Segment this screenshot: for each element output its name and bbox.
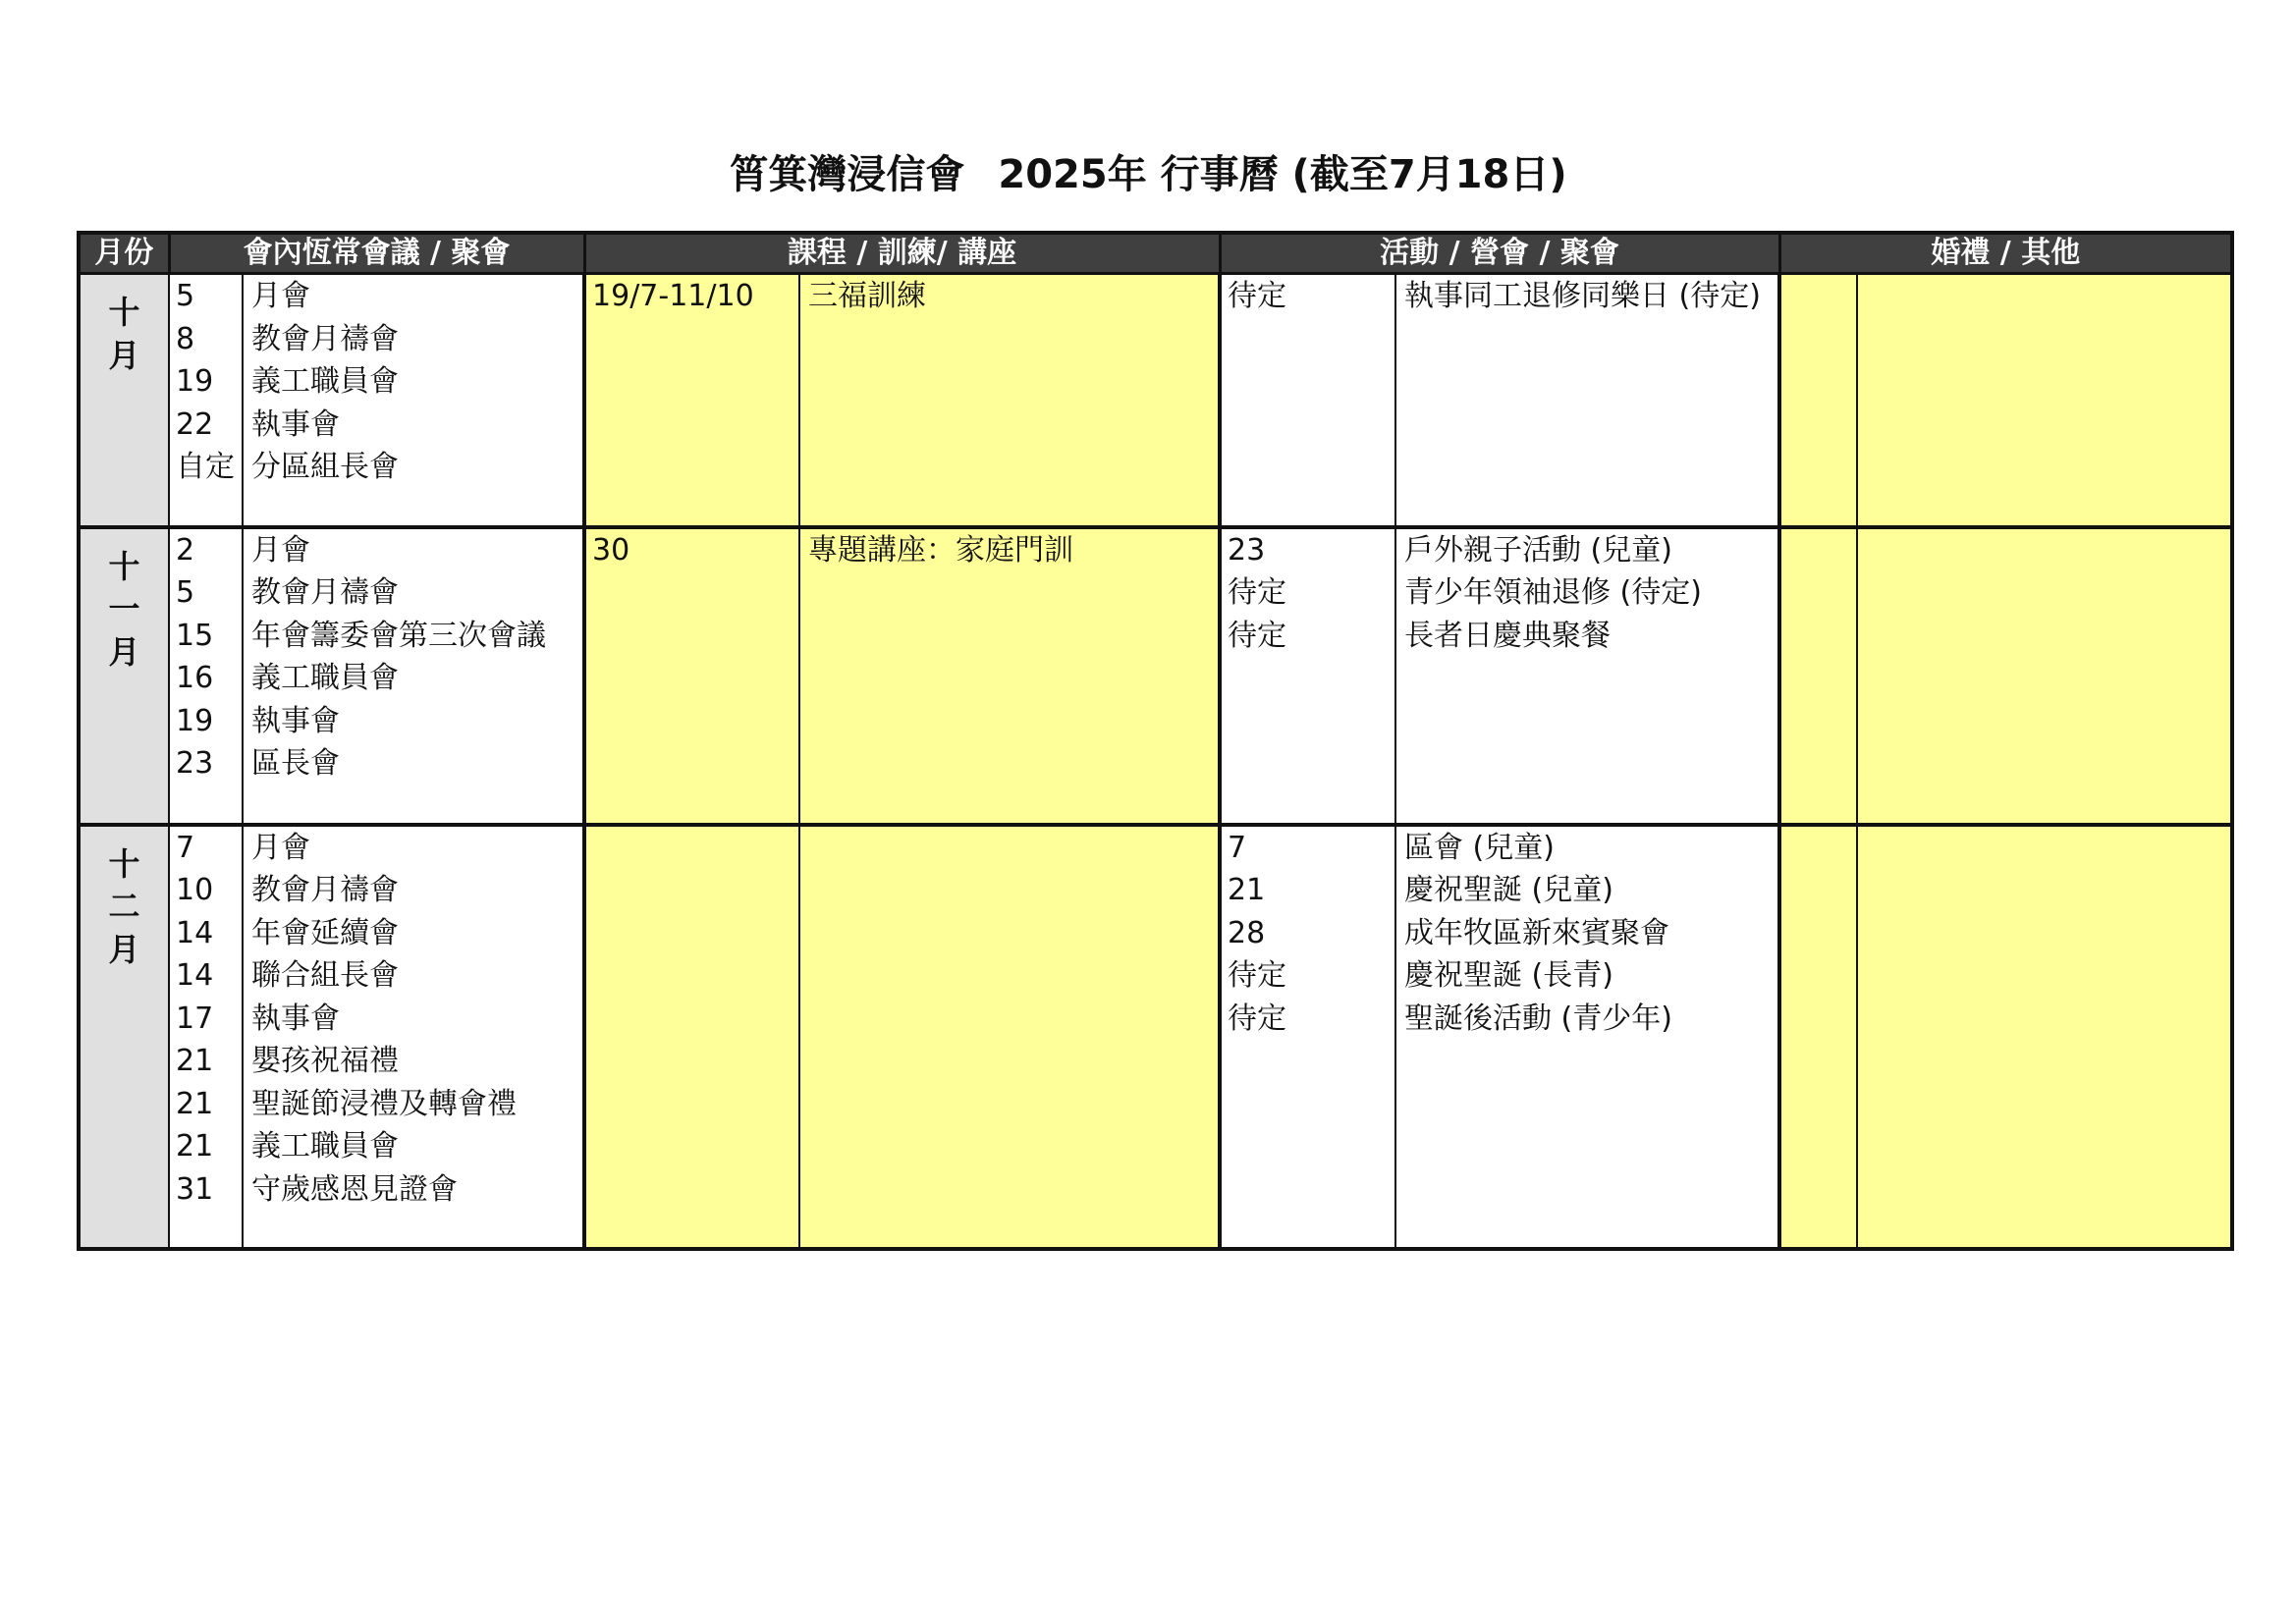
activities-date: 待定	[1228, 618, 1287, 653]
month-char: 二	[108, 888, 140, 925]
activities-item: 區會 (兒童)	[1404, 830, 1555, 865]
courses-item: 三福訓練	[808, 279, 927, 313]
activities-date-cell	[1220, 527, 1395, 825]
activities-item: 戶外親子活動 (兒童)	[1404, 532, 1672, 568]
courses-item: 專題講座：家庭門訓	[808, 532, 1074, 568]
regular-item: 教會月禱會	[251, 873, 399, 907]
header-row	[79, 233, 2232, 274]
others-date-cell	[1779, 825, 1857, 1249]
regular-date-cell	[169, 527, 243, 825]
regular-item: 守歲感恩見證會	[251, 1171, 458, 1207]
activities-item: 成年牧區新來賓聚會	[1404, 915, 1670, 950]
regular-item: 區長會	[251, 746, 340, 781]
month-label	[79, 527, 169, 825]
courses-text-cell	[799, 274, 1220, 527]
regular-item: 義工職員會	[251, 661, 399, 695]
header-regular: 會內恆常會議 / 聚會	[169, 233, 584, 274]
activities-item: 慶祝聖誕 (長青)	[1404, 958, 1613, 993]
regular-date: 10	[176, 873, 214, 907]
document-title	[0, 145, 2296, 204]
regular-date: 17	[176, 1001, 214, 1036]
others-date-cell	[1779, 274, 1857, 527]
activities-date: 23	[1228, 532, 1266, 568]
activities-date: 待定	[1228, 1001, 1287, 1036]
regular-item: 執事會	[251, 406, 340, 442]
courses-date: 30	[592, 532, 630, 568]
regular-item: 執事會	[251, 1001, 340, 1036]
courses-date: 19/7-11/10	[592, 279, 754, 313]
calendar-title: 2025年 行事曆 (截至7月18日)	[998, 152, 1567, 197]
others-date-cell	[1779, 527, 1857, 825]
regular-item: 嬰孩祝福禮	[251, 1044, 399, 1078]
regular-date: 22	[176, 406, 214, 442]
courses-text-cell	[799, 527, 1220, 825]
regular-item: 年會延續會	[251, 915, 399, 950]
regular-item: 月會	[251, 532, 310, 568]
regular-date: 21	[176, 1086, 214, 1121]
month-char: 十	[108, 547, 140, 585]
month-char: 月	[108, 336, 140, 374]
regular-date: 15	[176, 618, 214, 653]
courses-date-cell	[584, 825, 799, 1249]
activities-text-cell	[1395, 274, 1779, 527]
activities-item: 慶祝聖誕 (兒童)	[1404, 873, 1613, 907]
regular-item: 年會籌委會第三次會議	[251, 618, 546, 653]
church-name: 筲箕灣浸信會	[729, 152, 965, 197]
activities-text-cell	[1395, 527, 1779, 825]
header-activities: 活動 / 營會 / 聚會	[1220, 233, 1779, 274]
month-label	[79, 274, 169, 527]
month-row	[79, 274, 2232, 527]
regular-item: 義工職員會	[251, 364, 399, 399]
courses-date-cell	[584, 527, 799, 825]
header-month: 月份	[79, 233, 169, 274]
regular-date: 8	[176, 321, 195, 356]
regular-date: 5	[176, 575, 195, 610]
others-text-cell	[1857, 274, 2232, 527]
regular-item: 分區組長會	[251, 450, 399, 484]
activities-item: 聖誕後活動 (青少年)	[1404, 1001, 1672, 1036]
regular-date: 19	[176, 364, 214, 399]
regular-date: 7	[176, 830, 195, 865]
month-row	[79, 527, 2232, 825]
regular-date: 31	[176, 1171, 214, 1207]
regular-item: 月會	[251, 830, 310, 865]
activities-item: 執事同工退修同樂日 (待定)	[1404, 279, 1761, 313]
month-char: 月	[108, 632, 140, 671]
regular-item: 教會月禱會	[251, 575, 399, 610]
regular-date: 14	[176, 915, 214, 950]
activities-date: 28	[1228, 915, 1266, 950]
regular-date: 2	[176, 532, 195, 568]
regular-date: 14	[176, 958, 214, 993]
regular-date: 5	[176, 279, 195, 313]
regular-item: 教會月禱會	[251, 321, 399, 356]
courses-text-cell	[799, 825, 1220, 1249]
activities-item: 長者日慶典聚餐	[1404, 618, 1612, 653]
others-text-cell	[1857, 527, 2232, 825]
activities-date-cell	[1220, 274, 1395, 527]
month-label	[79, 825, 169, 1249]
month-row	[79, 825, 2232, 1249]
calendar-table	[77, 231, 2234, 1251]
regular-date-cell	[169, 274, 243, 527]
activities-date: 待定	[1228, 575, 1287, 610]
activities-date: 待定	[1228, 279, 1287, 313]
regular-text-cell	[243, 274, 584, 527]
header-courses: 課程 / 訓練/ 講座	[584, 233, 1220, 274]
regular-item: 月會	[251, 279, 310, 313]
activities-date-cell	[1220, 825, 1395, 1249]
courses-date-cell	[584, 274, 799, 527]
regular-item: 聯合組長會	[251, 958, 399, 993]
activities-date: 7	[1228, 830, 1247, 865]
regular-date: 自定	[176, 450, 235, 484]
regular-item: 聖誕節浸禮及轉會禮	[251, 1086, 517, 1121]
regular-date: 19	[176, 703, 214, 738]
activities-text-cell	[1395, 825, 1779, 1249]
regular-date: 16	[176, 661, 214, 695]
regular-text-cell	[243, 825, 584, 1249]
header-others: 婚禮 / 其他	[1779, 233, 2232, 274]
others-text-cell	[1857, 825, 2232, 1249]
month-char: 十	[108, 294, 140, 331]
regular-date: 21	[176, 1129, 214, 1164]
regular-item: 義工職員會	[251, 1129, 399, 1164]
activities-date: 21	[1228, 873, 1266, 907]
activities-item: 青少年領袖退修 (待定)	[1404, 575, 1702, 610]
regular-date: 23	[176, 746, 214, 781]
month-char: 一	[108, 590, 140, 627]
regular-date-cell	[169, 825, 243, 1249]
regular-date: 21	[176, 1044, 214, 1078]
regular-text-cell	[243, 527, 584, 825]
month-char: 月	[108, 930, 140, 968]
month-char: 十	[108, 844, 140, 883]
regular-item: 執事會	[251, 703, 340, 738]
activities-date: 待定	[1228, 958, 1287, 993]
